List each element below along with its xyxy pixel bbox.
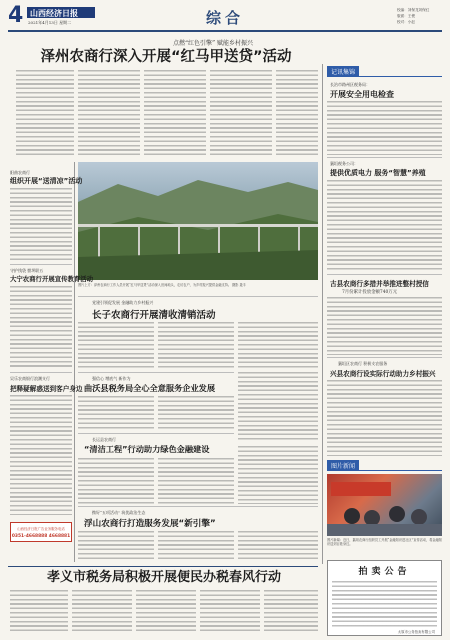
lead-photo-credit: 摄影 聂丰 [232,283,246,287]
mid-sep-2 [78,433,234,434]
auction-box [327,560,442,636]
left-item-1-kicker: 阳曲农商行 [10,170,30,175]
mid-item-2-body-c [238,372,318,442]
left-col-rule [74,162,75,562]
left-sep-2 [10,372,72,373]
bottom-headline: 孝义市税务局积极开展便民办税春风行动 [46,570,281,585]
lead-photo-caption [78,283,318,292]
right-item-2-kicker: 襄垣税务公司： [330,161,358,166]
date-line: 2021年4月13日 星期二 [28,20,72,25]
mid-item-2-body-a [78,396,154,430]
lead-headline: 泽州农商行深入开展“红马甲送贷”活动 [40,49,292,65]
bottom-body-col-2 [72,590,132,634]
right-sep-3 [327,357,442,358]
bottom-rule [8,566,318,567]
right-item-1-kicker: 长治市路州区税务局： [330,82,370,87]
ad-title: 山西经济日报广告业务服务电话 [17,527,65,531]
mid-item-3-body-b [158,458,234,504]
mid-sep-0 [78,296,318,297]
left-item-3-body [10,395,72,515]
mid-item-4-kicker: 携好“五项活动” 筑优政治生态 [92,510,146,515]
auction-title: 拍卖公告 [358,567,411,577]
left-item-3-title: 把释疑解惑送到客户身边 [10,385,83,393]
mid-item-3-title: “清洁工程”行动助力绿色金融建设 [84,444,210,454]
right-item-2-body [327,180,442,272]
news-digest-header-rule [327,76,442,77]
auction-body [332,581,437,627]
lead-kicker: 点燃“红色引擎” 赋能乡村振兴 [172,40,254,47]
lead-photo-scene [78,162,318,280]
mid-item-3-body-c [238,446,318,504]
mid-sep-3 [78,506,318,507]
left-item-2-body [10,286,72,368]
lead-body-col-5 [276,70,318,158]
page-number: 4 [8,3,24,28]
right-item-1-title: 开展安全用电检查 [330,90,394,99]
bottom-body-col-3 [136,590,196,634]
lead-photo-caption-text: 图片上方：泽州农商行工作人员开展“红马甲送贷”活动深入田间地头，走访农户，为乡村振兴提供金融支持。 [78,283,232,287]
mid-item-3-body-a [78,458,154,504]
mid-item-2-body-b [158,396,234,430]
left-item-3-kicker: 吴乐农商银行浪潮支行 [10,376,50,381]
left-item-1-body [10,188,72,260]
lead-body-col-3 [144,70,206,158]
editor-2: 版面：王俊 [397,14,415,18]
mid-item-2-kicker: 强信心 增底气 新作为 [92,376,131,381]
news-digest-header: 记讯集锦 [327,66,359,77]
photo-news-image [327,474,442,536]
right-sep-1 [327,157,442,158]
mid-item-1-body-b [158,322,234,370]
right-item-3-title: 古县农商行多措并举推进整村授信 [330,280,429,288]
photo-news-header-rule [327,470,442,471]
mid-item-4-body-a [78,531,154,561]
lead-body-col-4 [210,70,272,158]
photo-news-header: 图片新闻 [327,460,359,471]
section-title: 综合 [206,9,245,27]
editor-3: 校对：小赵 [397,20,415,24]
lead-body-col-2 [78,70,140,158]
left-sep-1 [10,264,72,265]
left-item-1-title: 组织开展“送清凉”活动 [10,177,83,185]
right-item-3-body [327,297,442,355]
ad-box [10,522,72,542]
left-item-2-title: 大宁农商行开展宣传教育活动 [10,275,94,283]
mid-item-4-body-c [238,531,318,561]
mid-item-1-kicker: 党建引领促发展 金融助力乡村振兴 [92,300,154,305]
masthead-rule [8,30,442,32]
right-item-5-body [327,380,442,456]
photo-news-scene [327,474,442,536]
bottom-body-col-5 [264,590,318,634]
right-item-5-title: 兴县农商行设实际行动助力乡村振兴 [330,370,436,378]
right-item-1-body [327,101,442,155]
mid-item-2-title: 曲沃县税务局全心全意服务企业发展 [84,383,216,393]
mid-sep-1 [78,372,234,373]
right-col-rule [322,64,323,564]
lead-photo [78,162,318,280]
bottom-body-col-1 [10,590,68,634]
bottom-body-col-4 [200,590,260,634]
ad-phone: 0351-4668888 4668881 [11,534,71,539]
mid-item-1-body-a [78,322,154,370]
right-item-3-subtitle: 7月份累计投放金额740万元 [342,290,398,295]
mid-item-3-kicker: 长运县农商行 [92,437,116,442]
right-sep-2 [327,274,442,275]
photo-news-caption: 图片新闻：近日，襄垣农商行组织员工开展“金融知识进社区”宣传活动，将金融知识送到百姓身边。 [327,538,442,547]
right-item-5-kicker: 襄垣区农商行 积极支农服务 [338,361,388,366]
editor-1: 校编：刘保龙刘保红 [397,8,430,12]
right-item-2-title: 提供优质电力 服务“智慧”养殖 [330,169,426,177]
auction-stamp: 太原市公务拍卖有限公司 [397,630,435,634]
mid-item-4-title: 浮山农商行打造服务发展“新引擎” [84,519,216,529]
mid-item-4-body-b [158,531,234,561]
mid-item-1-title: 长子农商行开展清收清销活动 [92,310,216,321]
left-item-2-kicker: 守护钱袋 惯坝联五 [10,268,44,273]
lead-body-col-1 [16,70,74,158]
paper-name: 山西经济日报 [30,9,78,18]
mid-item-1-body-c [238,322,318,370]
